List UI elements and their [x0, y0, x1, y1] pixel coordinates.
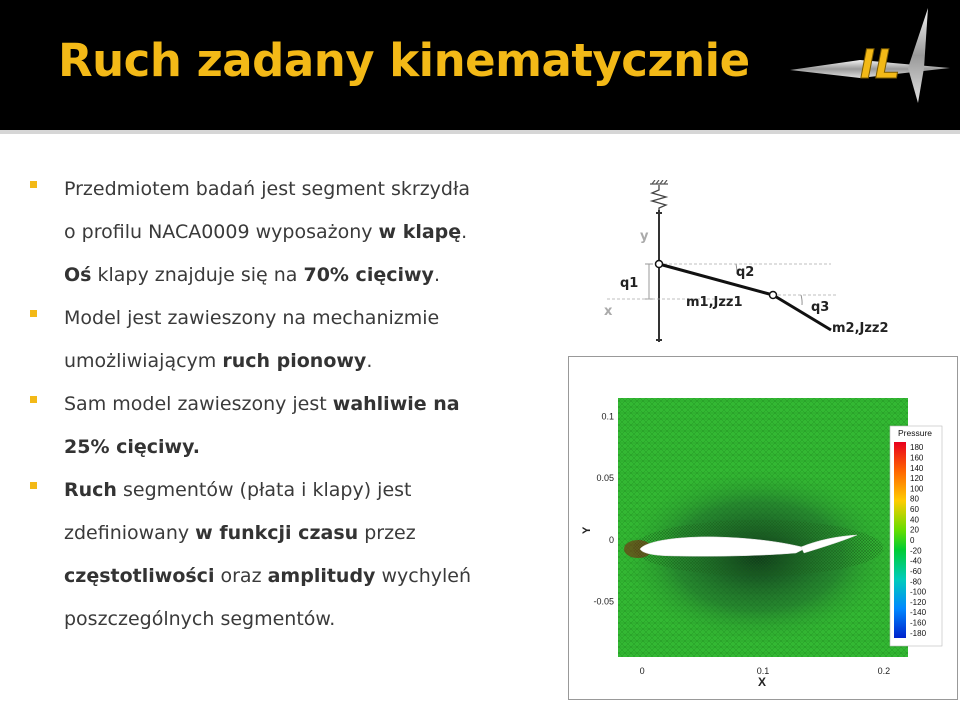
- bullet-marker-icon: [30, 396, 37, 403]
- q3-angle-arc: [801, 295, 802, 305]
- bold-text: 25% cięciwy.: [64, 436, 200, 458]
- label-x: x: [604, 304, 613, 319]
- bold-text: ruch pionowy: [222, 350, 367, 372]
- bullet-line: [64, 598, 530, 641]
- logo-fin-shape: [908, 8, 928, 103]
- text: Przedmiotem badań jest segment skrzydła: [64, 178, 471, 200]
- text: .: [461, 221, 468, 243]
- label-q3: q3: [811, 300, 830, 315]
- colorbar-tick-label: 40: [910, 515, 919, 525]
- x-tick-label: 0.1: [756, 666, 770, 676]
- colorbar-tick-label: -100: [910, 587, 927, 597]
- bullet-marker-icon: [30, 310, 37, 317]
- header-divider: [0, 130, 960, 134]
- text: klapy znajduje się na: [91, 264, 304, 286]
- label-q1: q1: [620, 276, 639, 291]
- bold-text: wahliwie na: [332, 393, 460, 415]
- bold-text: w klapę: [378, 221, 462, 243]
- bullet-line: [64, 426, 530, 469]
- bold-text: 70% cięciwy: [303, 264, 434, 286]
- colorbar-tick-label: 180: [910, 443, 924, 453]
- colorbar-tick-label: -80: [910, 577, 922, 587]
- bold-text: w funkcji czasu: [195, 522, 359, 544]
- bullet-item: [30, 383, 530, 469]
- colorbar-tick-label: 60: [910, 505, 919, 515]
- institute-logo: [790, 8, 950, 108]
- colorbar-tick-label: -160: [910, 618, 927, 628]
- header-bar: [0, 0, 960, 130]
- bullet-line: [64, 297, 530, 340]
- text: .: [366, 350, 373, 372]
- text: zdefiniowany: [64, 522, 196, 544]
- text: segmentów (płata i klapy) jest: [116, 479, 412, 501]
- bullet-list: [30, 168, 530, 641]
- bullet-line: [64, 469, 530, 512]
- text: poszczególnych segmentów.: [64, 608, 336, 630]
- bold-text: amplitudy: [267, 565, 376, 587]
- pivot-joint-2: [770, 292, 777, 299]
- y-axis-label: Y: [581, 526, 593, 534]
- colorbar-tick-label: 100: [910, 484, 924, 494]
- bullet-marker-icon: [30, 181, 37, 188]
- colorbar-tick-label: -140: [910, 608, 927, 618]
- label-q2: q2: [736, 265, 755, 280]
- colorbar-tick-label: -60: [910, 566, 922, 576]
- colorbar-gradient: [894, 442, 906, 638]
- text: oraz: [214, 565, 268, 587]
- colorbar-tick-label: -40: [910, 556, 922, 566]
- bullet-line: [64, 168, 530, 211]
- bullet-line: [64, 383, 530, 426]
- text: Sam model zawieszony jest: [64, 393, 333, 415]
- text: umożliwiającym: [64, 350, 223, 372]
- text: o profilu NACA0009 wyposażony: [64, 221, 379, 243]
- bullet-line: [64, 512, 530, 555]
- colorbar-title: Pressure: [898, 428, 933, 438]
- bullet-line: [64, 555, 530, 598]
- bold-text: częstotliwości: [64, 565, 215, 587]
- bullet-line: [64, 211, 530, 254]
- colorbar-tick-label: -20: [910, 546, 922, 556]
- bullet-marker-icon: [30, 482, 37, 489]
- ceiling-hatch: [650, 180, 668, 184]
- bold-text: Oś: [64, 264, 92, 286]
- pivot-joint-1: [656, 261, 663, 268]
- colorbar-tick-label: 0: [910, 536, 915, 545]
- text: .: [433, 264, 440, 286]
- bold-text: Ruch: [64, 479, 117, 501]
- bullet-item: [30, 168, 530, 297]
- text: Model jest zawieszony na mechanizmie: [64, 307, 440, 329]
- bullet-item: [30, 297, 530, 383]
- colorbar-tick-label: 80: [910, 494, 919, 504]
- colorbar-tick-label: 20: [910, 525, 919, 535]
- mechanism-diagram: [596, 180, 916, 350]
- pressure-plot: [568, 356, 958, 700]
- colorbar-tick-label: 160: [910, 453, 924, 463]
- label-m2: m2,Jzz2: [832, 321, 889, 336]
- colorbar-tick-label: 120: [910, 474, 924, 484]
- bullet-item: [30, 469, 530, 641]
- x-axis-label: X: [758, 675, 767, 689]
- wing-segment-1: [659, 264, 773, 295]
- y-tick-label: -0.05: [593, 596, 614, 607]
- y-tick-label: 0.05: [596, 473, 614, 484]
- x-tick-label: 0.2: [877, 666, 891, 676]
- colorbar-tick-label: -180: [910, 628, 927, 638]
- bullet-line: [64, 254, 530, 297]
- slide-title: Ruch zadany kinematycznie: [58, 34, 750, 87]
- text: wychyleń: [375, 565, 472, 587]
- colorbar-tick-label: 140: [910, 463, 924, 473]
- text: przez: [358, 522, 416, 544]
- y-tick-label: 0.1: [601, 411, 614, 422]
- y-tick-label: 0: [608, 534, 614, 545]
- logo-text: IL: [860, 42, 901, 88]
- label-y: y: [640, 229, 649, 244]
- colorbar-tick-label: -120: [910, 597, 927, 607]
- bullet-line: [64, 340, 530, 383]
- spring: [652, 185, 666, 210]
- x-tick-label: 0: [639, 666, 645, 676]
- label-m1: m1,Jzz1: [686, 295, 743, 310]
